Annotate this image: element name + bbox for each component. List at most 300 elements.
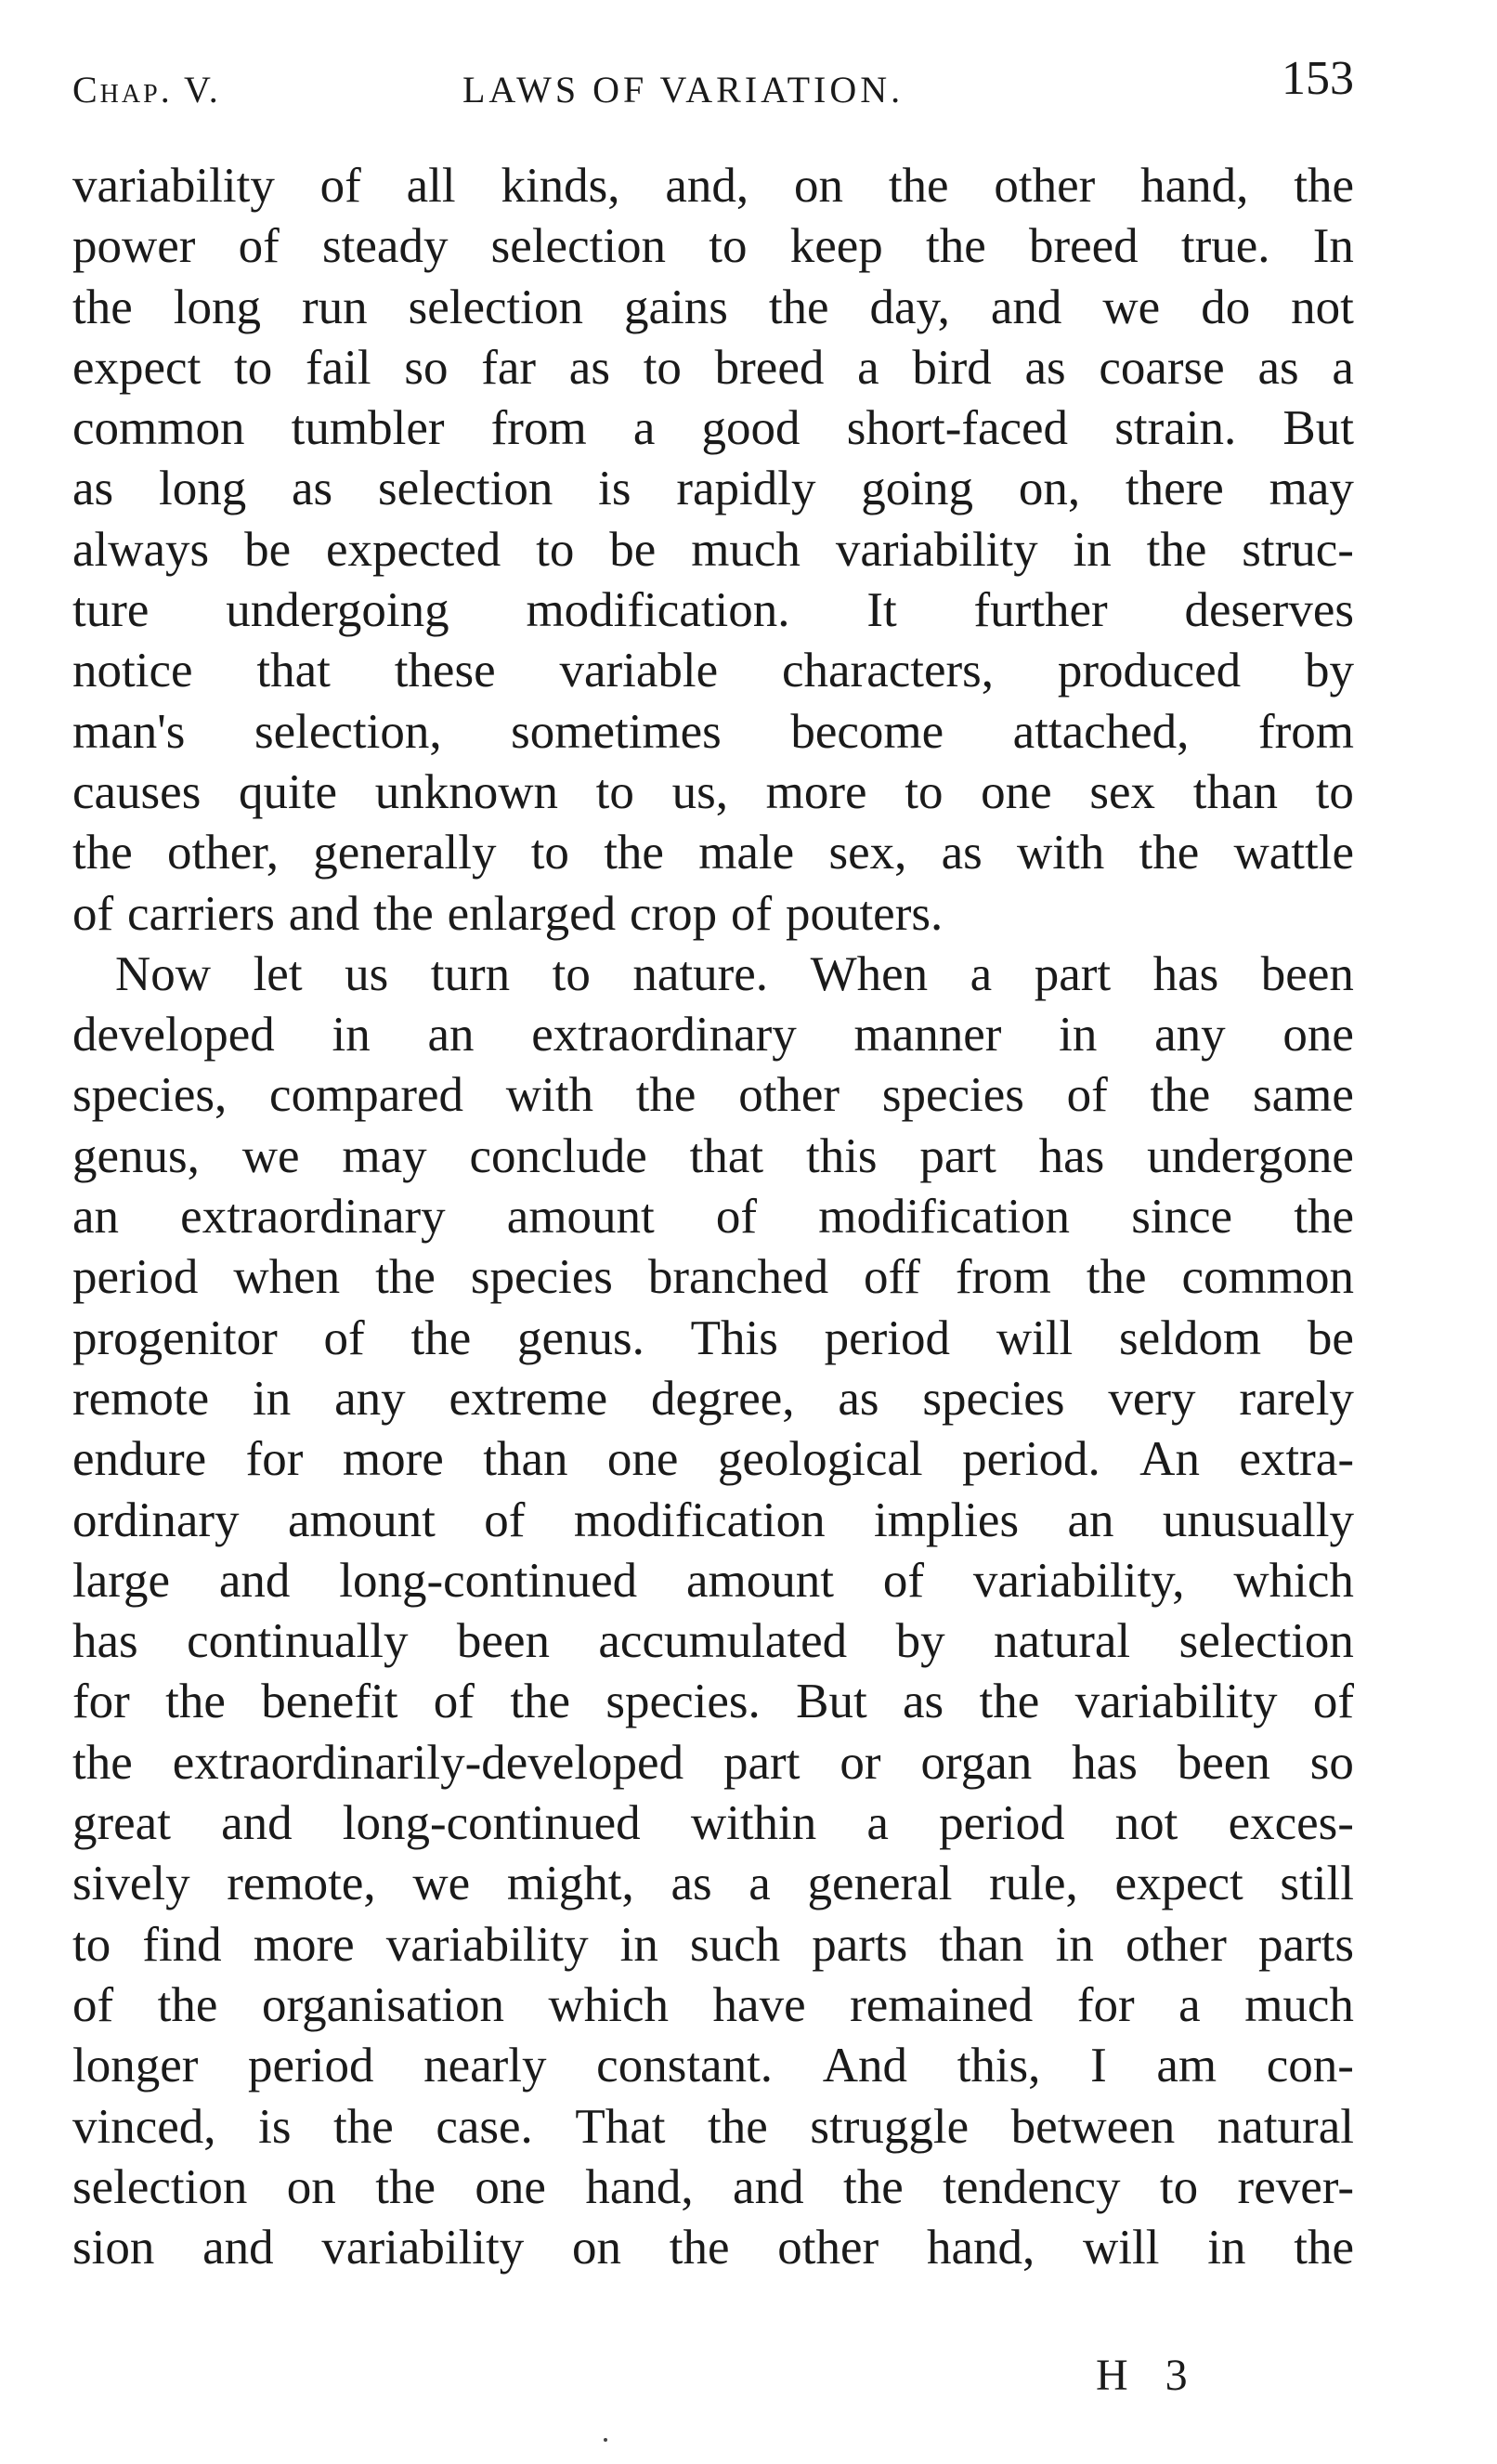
word: remained xyxy=(850,1977,1034,2032)
word: may xyxy=(342,1128,427,1183)
word: far xyxy=(481,340,537,395)
text-line xyxy=(72,522,1354,582)
word: on xyxy=(572,2221,622,2275)
word: notice xyxy=(72,644,193,698)
word: has xyxy=(72,1614,138,1669)
word: breed xyxy=(714,340,825,395)
word: still xyxy=(1280,1857,1354,1911)
word: modification xyxy=(573,1493,826,1547)
word: as xyxy=(903,1675,944,1729)
word: off xyxy=(864,1250,920,1305)
text-line xyxy=(72,461,1354,521)
word: constant. xyxy=(596,2039,774,2093)
word: variability xyxy=(1074,1675,1278,1729)
word: other xyxy=(1125,1917,1227,1972)
signature-mark: H 3 xyxy=(1096,2351,1201,2400)
word: hand, xyxy=(585,2159,694,2214)
text-line xyxy=(72,2220,1354,2280)
word: for xyxy=(1076,1977,1135,2032)
word: in xyxy=(253,1371,292,1426)
text-line xyxy=(72,1128,1354,1189)
word: natural xyxy=(1217,2099,1354,2154)
word: this xyxy=(805,1128,878,1183)
word: become xyxy=(790,704,944,759)
word: of xyxy=(72,1977,114,2032)
word: has xyxy=(1072,1735,1138,1790)
word: sometimes xyxy=(511,704,722,759)
word: much xyxy=(1244,1977,1354,2032)
text-line xyxy=(72,218,1354,279)
word: us xyxy=(345,946,389,1001)
word: the xyxy=(843,2159,904,2214)
word: genus, xyxy=(72,1128,200,1183)
word: in xyxy=(1059,1008,1098,1063)
word: we xyxy=(1102,280,1161,334)
word: man's xyxy=(72,704,186,759)
word: general xyxy=(807,1857,953,1911)
word: a xyxy=(866,1796,889,1851)
page-number: 153 xyxy=(1282,52,1354,105)
word: keep xyxy=(789,219,883,274)
text-line xyxy=(72,764,1354,825)
word: the xyxy=(157,1977,218,2032)
text-line xyxy=(72,2099,1354,2159)
word: of xyxy=(433,1675,475,1729)
word: variable xyxy=(559,644,719,698)
text-line xyxy=(72,1613,1354,1674)
word: pouters. xyxy=(785,886,944,941)
word: of xyxy=(1066,1068,1108,1123)
word: as xyxy=(72,462,114,516)
word: rapidly xyxy=(676,462,816,516)
word: been xyxy=(1260,946,1354,1001)
word: always xyxy=(72,522,210,577)
word: causes xyxy=(72,764,202,819)
word: species, xyxy=(72,1068,228,1123)
word: let xyxy=(253,946,303,1001)
word: the xyxy=(1294,2221,1354,2275)
text-line xyxy=(72,400,1354,461)
word: which xyxy=(1233,1553,1354,1608)
word: wattle xyxy=(1233,826,1354,880)
word: selection xyxy=(490,219,667,274)
word: any xyxy=(334,1371,406,1426)
word: That xyxy=(575,2099,666,2154)
word: might, xyxy=(506,1857,634,1911)
word: for xyxy=(245,1432,304,1487)
word: of xyxy=(882,1553,925,1608)
word: manner xyxy=(853,1008,1002,1063)
word: part xyxy=(919,1128,996,1183)
word: the xyxy=(72,826,133,880)
word: be xyxy=(244,522,292,577)
word: When xyxy=(810,946,929,1001)
word: geological xyxy=(717,1432,923,1487)
word: variability xyxy=(385,1917,589,1972)
word: variability xyxy=(835,522,1038,577)
word: as xyxy=(941,826,983,880)
word: crop xyxy=(629,886,718,941)
word: all xyxy=(406,159,456,213)
word: the xyxy=(72,1735,133,1790)
word: period xyxy=(939,1796,1065,1851)
word: that xyxy=(689,1128,764,1183)
word: that xyxy=(256,644,331,698)
word: amount xyxy=(686,1553,834,1608)
word: organ xyxy=(920,1735,1033,1790)
word: as xyxy=(1257,340,1299,395)
word: selection xyxy=(72,2159,248,2214)
word: from xyxy=(490,401,587,456)
text-line xyxy=(72,1371,1354,1431)
body-text xyxy=(72,158,1354,2280)
word: progenitor xyxy=(72,1310,278,1365)
word: period xyxy=(824,1310,951,1365)
word: the xyxy=(510,1675,571,1729)
word: the xyxy=(333,2099,394,2154)
word: or xyxy=(840,1735,881,1790)
word: further xyxy=(973,583,1108,638)
word: the xyxy=(926,219,986,274)
text-line xyxy=(72,1795,1354,1856)
word: expected xyxy=(325,522,501,577)
word: extra- xyxy=(1239,1432,1354,1487)
word: this, xyxy=(957,2039,1041,2093)
word: to xyxy=(709,219,748,274)
word: the xyxy=(669,2221,730,2275)
word: to xyxy=(234,340,273,395)
word: continually xyxy=(187,1614,409,1669)
word: the xyxy=(604,826,664,880)
word: the xyxy=(375,1250,436,1305)
word: period xyxy=(72,1250,199,1305)
word: generally xyxy=(313,826,497,880)
word: will xyxy=(1083,2221,1160,2275)
word: such xyxy=(689,1917,781,1972)
text-line xyxy=(72,643,1354,703)
word: power xyxy=(72,219,196,274)
word: the xyxy=(768,280,829,334)
word: ordinary xyxy=(72,1493,240,1547)
word: than xyxy=(1192,764,1278,819)
word: the xyxy=(373,886,434,941)
word: is xyxy=(258,2099,292,2154)
word: in xyxy=(332,1008,371,1063)
word: And xyxy=(822,2039,907,2093)
word: remote, xyxy=(227,1857,376,1911)
word: so xyxy=(404,340,449,395)
word: in xyxy=(1055,1917,1094,1972)
word: a xyxy=(857,340,879,395)
word: to xyxy=(536,522,575,577)
word: one xyxy=(981,764,1052,819)
word: endure xyxy=(72,1432,207,1487)
word: us, xyxy=(671,764,728,819)
word: tumbler xyxy=(291,401,445,456)
word: other xyxy=(738,1068,840,1123)
word: more xyxy=(765,764,867,819)
word: to xyxy=(1159,2159,1199,2214)
word: the xyxy=(1139,826,1200,880)
word: in xyxy=(619,1917,658,1972)
word: will xyxy=(996,1310,1074,1365)
word: This xyxy=(690,1310,778,1365)
text-line xyxy=(72,1553,1354,1613)
word: an xyxy=(1067,1493,1114,1547)
word: steady xyxy=(322,219,449,274)
word: the xyxy=(888,159,949,213)
word: rever- xyxy=(1237,2159,1354,2214)
word: be xyxy=(609,522,657,577)
word: not xyxy=(1114,1796,1178,1851)
word: ture xyxy=(72,583,150,638)
word: quite xyxy=(239,764,337,819)
word: since xyxy=(1131,1190,1233,1245)
word: the xyxy=(979,1675,1040,1729)
word: great xyxy=(72,1796,171,1851)
word: a xyxy=(748,1857,771,1911)
word: may xyxy=(1269,462,1354,516)
word: variability xyxy=(321,2221,525,2275)
word: unusually xyxy=(1162,1493,1354,1547)
word: from xyxy=(1257,704,1354,759)
word: benefit xyxy=(261,1675,398,1729)
word: of xyxy=(484,1493,526,1547)
word: find xyxy=(142,1917,222,1972)
word: day, xyxy=(869,280,950,334)
word: rarely xyxy=(1239,1371,1354,1426)
word: to xyxy=(1315,764,1354,819)
word: implies xyxy=(874,1493,1020,1547)
word: the xyxy=(410,1310,472,1365)
word: species xyxy=(470,1250,613,1305)
word: other, xyxy=(167,826,280,880)
word: very xyxy=(1108,1371,1196,1426)
word: in xyxy=(1207,2221,1246,2275)
word: rule, xyxy=(989,1857,1078,1911)
word: the xyxy=(72,280,133,334)
word: coarse xyxy=(1099,340,1225,395)
word: by xyxy=(1304,644,1354,698)
word: remote xyxy=(72,1371,210,1426)
word: compared xyxy=(269,1068,463,1123)
word: the xyxy=(1150,1068,1211,1123)
word: same xyxy=(1253,1068,1354,1123)
word: vinced, xyxy=(72,2099,216,2154)
word: fail xyxy=(306,340,371,395)
word: An xyxy=(1139,1432,1200,1487)
text-line xyxy=(72,1674,1354,1734)
word: to xyxy=(595,764,634,819)
word: to xyxy=(905,764,944,819)
word: between xyxy=(1010,2099,1176,2154)
word: accumulated xyxy=(598,1614,848,1669)
word: seldom xyxy=(1119,1310,1262,1365)
word: true. xyxy=(1180,219,1270,274)
word: going xyxy=(861,462,974,516)
text-line xyxy=(72,946,1354,1007)
word: variability, xyxy=(972,1553,1185,1608)
chapter-label: Chap. V. xyxy=(72,69,221,111)
word: In xyxy=(1312,219,1354,274)
word: one xyxy=(606,1432,679,1487)
running-head xyxy=(72,51,1354,125)
text-line xyxy=(72,2038,1354,2098)
word: common xyxy=(72,401,245,456)
word: and xyxy=(288,886,360,941)
word: with xyxy=(1017,826,1105,880)
word: an xyxy=(72,1190,120,1245)
word: of xyxy=(715,1190,758,1245)
text-line xyxy=(72,825,1354,885)
word: so xyxy=(1309,1735,1354,1790)
word: of xyxy=(238,219,280,274)
word: developed xyxy=(72,1008,275,1063)
word: on xyxy=(286,2159,336,2214)
text-line xyxy=(72,1249,1354,1310)
word: there xyxy=(1125,462,1224,516)
print-speck xyxy=(604,2438,607,2442)
word: nature. xyxy=(632,946,769,1001)
word: long-continued xyxy=(339,1553,638,1608)
word: other xyxy=(777,2221,879,2275)
word: been xyxy=(456,1614,550,1669)
word: sex, xyxy=(828,826,907,880)
word: extraordinary xyxy=(180,1190,446,1245)
word: turn xyxy=(430,946,511,1001)
text-line xyxy=(72,1007,1354,1067)
text-line xyxy=(72,1977,1354,2038)
word: of xyxy=(730,886,773,941)
word: on xyxy=(794,159,843,213)
word: organisation xyxy=(261,1977,504,2032)
text-line xyxy=(72,1856,1354,1916)
text-line xyxy=(72,1189,1354,1249)
word: sex xyxy=(1089,764,1156,819)
word: long xyxy=(173,280,261,334)
word: modification. xyxy=(526,583,790,638)
word: expect xyxy=(72,340,202,395)
word: not xyxy=(1291,280,1354,334)
text-line xyxy=(72,2159,1354,2220)
word: one xyxy=(475,2159,546,2214)
word: and xyxy=(202,2221,274,2275)
word: any xyxy=(1154,1008,1226,1063)
word: the xyxy=(165,1675,226,1729)
word: a xyxy=(632,401,656,456)
word: than xyxy=(483,1432,568,1487)
word: the xyxy=(635,1068,696,1123)
word: to xyxy=(643,340,682,395)
word: for xyxy=(72,1675,130,1729)
word: produced xyxy=(1057,644,1242,698)
word: common xyxy=(1181,1250,1354,1305)
word: than xyxy=(939,1917,1024,1972)
word: modification xyxy=(818,1190,1071,1245)
word: genus. xyxy=(516,1310,644,1365)
word: on, xyxy=(1018,462,1081,516)
word: of xyxy=(323,1310,365,1365)
word: sively xyxy=(72,1857,190,1911)
word: extraordinary xyxy=(531,1008,797,1063)
word: struc- xyxy=(1242,522,1354,577)
word: a xyxy=(970,946,993,1001)
word: period. xyxy=(962,1432,1100,1487)
text-line xyxy=(72,1310,1354,1371)
word: exces- xyxy=(1228,1796,1354,1851)
word: and, xyxy=(665,159,749,213)
word: the xyxy=(1086,1250,1147,1305)
word: the xyxy=(1294,159,1354,213)
word: selection xyxy=(408,280,583,334)
word: the xyxy=(375,2159,436,2214)
word: undergone xyxy=(1147,1128,1354,1183)
word: sion xyxy=(72,2221,155,2275)
word: extreme xyxy=(449,1371,608,1426)
word: attached, xyxy=(1012,704,1190,759)
word: species xyxy=(922,1371,1065,1426)
word: male xyxy=(698,826,795,880)
chapter-title: LAWS OF VARIATION. xyxy=(462,69,905,111)
word: Now xyxy=(115,946,212,1001)
word: to xyxy=(552,946,591,1001)
word: am xyxy=(1156,2039,1217,2093)
word: been xyxy=(1177,1735,1270,1790)
word: strain. xyxy=(1114,401,1237,456)
word: period xyxy=(248,2039,374,2093)
text-line xyxy=(72,1493,1354,1553)
word: extraordinarily-developed xyxy=(172,1735,684,1790)
word: and xyxy=(221,1796,293,1851)
word: deserves xyxy=(1184,583,1354,638)
word: which xyxy=(548,1977,670,2032)
word: species. xyxy=(605,1675,761,1729)
word: degree, xyxy=(651,1371,795,1426)
word: within xyxy=(690,1796,817,1851)
word: expect xyxy=(1114,1857,1243,1911)
word: much xyxy=(691,522,801,577)
word: long-continued xyxy=(342,1796,641,1851)
word: part xyxy=(723,1735,801,1790)
word: con- xyxy=(1266,2039,1354,2093)
text-line xyxy=(72,158,1354,218)
word: has xyxy=(1038,1128,1105,1183)
word: breed xyxy=(1028,219,1139,274)
text-line xyxy=(72,340,1354,400)
word: of xyxy=(72,886,114,941)
word: as xyxy=(670,1857,712,1911)
word: short-faced xyxy=(846,401,1069,456)
word: selection, xyxy=(254,704,442,759)
word: of xyxy=(1312,1675,1354,1729)
word: gains xyxy=(623,280,728,334)
word: do xyxy=(1201,280,1251,334)
word: hand, xyxy=(1140,159,1249,213)
word: hand, xyxy=(926,2221,1035,2275)
word: have xyxy=(712,1977,806,2032)
word: good xyxy=(701,401,801,456)
word: parts xyxy=(812,1917,908,1972)
word: I xyxy=(1090,2039,1107,2093)
text-line xyxy=(72,1917,1354,1977)
word: to xyxy=(530,826,569,880)
word: run xyxy=(301,280,368,334)
text-line xyxy=(72,582,1354,643)
word: more xyxy=(253,1917,355,1972)
word: large xyxy=(72,1553,170,1608)
word: other xyxy=(994,159,1096,213)
word: one xyxy=(1282,1008,1354,1063)
